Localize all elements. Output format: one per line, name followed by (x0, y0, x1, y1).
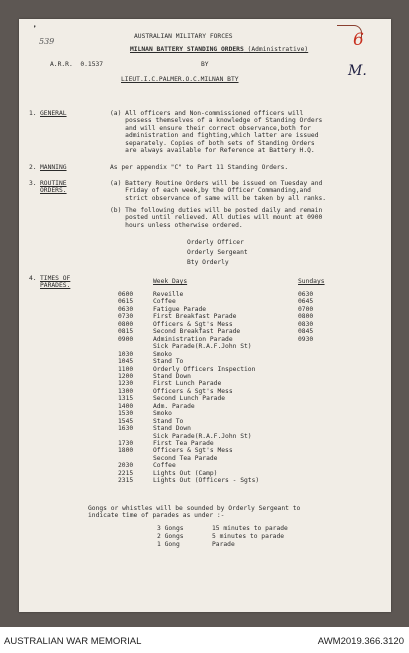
parade-event: Officers & Sgt's Mess (153, 320, 233, 328)
header-line-3: BY (201, 61, 209, 68)
section-4-heading-2: PARADES. (40, 282, 71, 289)
gong-meaning: 5 minutes to parade (212, 533, 285, 540)
parade-time: 1230 (118, 380, 134, 388)
parade-event: Officers & Sgt's Mess (153, 387, 233, 395)
corner-annotation: 539 (39, 37, 55, 46)
parade-time: 1030 (118, 350, 134, 358)
gong-meaning: Parade (212, 541, 235, 548)
parade-sunday-time: 0845 (298, 328, 314, 336)
section-2-text: As per appendix "C" to Part 11 Standing Orders. (110, 164, 289, 171)
parade-time: 0815 (118, 328, 134, 336)
handwritten-page-number: 6 (353, 30, 364, 50)
parade-time: 2315 (118, 477, 134, 485)
parade-event: Smoko (153, 410, 172, 418)
parade-time: 1545 (118, 417, 134, 425)
gong-count: 1 Gong (157, 541, 180, 548)
parade-event: First Lunch Parade (153, 380, 222, 388)
parade-time: 1800 (118, 447, 134, 455)
parade-sunday-time: 0800 (298, 313, 314, 321)
parade-event: Adm. Parade (153, 402, 195, 410)
parade-event: Sick Parade(R.A.F.John St) (153, 432, 252, 440)
reference-number: A.R.R. 0.1537 (50, 61, 104, 68)
parade-time: 2215 (118, 469, 134, 477)
parade-sunday-time: 0700 (298, 305, 314, 313)
parade-event: Second Breakfast Parade (153, 328, 241, 336)
section-3-number: 3. (29, 180, 37, 187)
parade-time: 1730 (118, 440, 134, 447)
parade-time: 1045 (118, 358, 134, 366)
parade-event: Coffee (153, 462, 176, 470)
parade-event: Fatigue Parade (153, 305, 207, 313)
parade-event: Second Lunch Parade (153, 395, 226, 403)
parade-event: Stand To (153, 358, 184, 366)
parade-time: 0630 (118, 305, 134, 313)
parade-event: Stand Down (153, 425, 191, 433)
parade-time: 1530 (118, 410, 134, 418)
sundays-column-header: Sundays (298, 278, 325, 285)
parade-event: First Breakfast Parade (153, 313, 237, 321)
parade-event: Officers & Sgt's Mess (153, 447, 233, 455)
section-1-line: and will ensure their correct observance,both for (110, 124, 311, 132)
duty-item: Bty Orderly (187, 259, 229, 266)
section-1-line: (a) All officers and Non-commissioned officers will (110, 110, 304, 117)
parade-time: 2030 (118, 462, 134, 470)
parade-time: 1200 (118, 372, 134, 380)
section-3b-line: (b) The following duties will be posted daily and remain (110, 207, 323, 214)
section-3a-line: (a) Battery Routine Orders will be issued on Tuesday and (110, 180, 323, 187)
section-1-line: are always available for Reference at Battery H.Q. (110, 147, 315, 154)
parade-event: Administration Parade (153, 335, 233, 343)
parade-sunday-time: 0630 (298, 291, 314, 298)
section-4-number: 4. (29, 275, 37, 282)
footer-institution: AUSTRALIAN WAR MEMORIAL (4, 636, 142, 647)
parade-event: First Tea Parade (153, 440, 214, 447)
section-1-number: 1. (29, 110, 37, 117)
section-3a-line: Friday of each week,by the Officer Commanding,and (110, 187, 311, 195)
parade-time: 0615 (118, 298, 134, 306)
gong-meaning: 15 minutes to parade (212, 525, 288, 532)
duty-item: Orderly Sergeant (187, 249, 248, 256)
section-3-heading-1: ROUTINE (40, 180, 67, 187)
section-3a-line: strict observance of same will be taken by all ranks. (110, 194, 327, 202)
gongs-intro-line-2: indicate time of parades as under :- (88, 512, 225, 519)
duty-item: Orderly Officer (187, 239, 244, 246)
parade-time: 0730 (118, 313, 134, 321)
parade-time: 0800 (118, 320, 134, 328)
footer-accession-number: AWM2019.366.3120 (317, 636, 404, 647)
parade-event: Stand Down (153, 372, 191, 380)
header-line-1: AUSTRALIAN MILITARY FORCES (134, 33, 233, 40)
parade-time: 0900 (118, 335, 134, 343)
section-4-heading-1: TIMES OF (40, 275, 71, 282)
parade-event: Coffee (153, 298, 176, 306)
parade-event: Reveille (153, 291, 184, 298)
gongs-intro-line-1: Gongs or whistles will be sounded by Orderly Sergeant to (88, 505, 301, 512)
section-2-heading: MANNING (40, 164, 67, 171)
section-2-number: 2. (29, 164, 37, 171)
parade-event: Smoko (153, 350, 172, 358)
document-page (19, 19, 391, 612)
parade-time: 1315 (118, 395, 134, 403)
section-1-line: possess themselves of a knowledge of Standing Orders (110, 117, 323, 125)
parade-time: 1100 (118, 365, 134, 373)
gong-count: 2 Gongs (157, 533, 184, 540)
staple-mark: ❜ (32, 25, 38, 35)
section-1-line: separately. Copies of both sets of Standing Orders (110, 139, 315, 147)
parade-event: Second Tea Parade (153, 454, 218, 462)
gong-count: 3 Gongs (157, 525, 184, 532)
section-3b-line: hours unless otherwise ordered. (110, 221, 243, 229)
parade-time: 0600 (118, 291, 134, 298)
parade-event: Orderly Officers Inspection (153, 365, 256, 373)
parade-sunday-time: 0830 (298, 320, 314, 328)
parade-time: 1300 (118, 387, 134, 395)
parade-sunday-time: 0645 (298, 298, 314, 306)
header-line-2: MILNAN BATTERY STANDING ORDERS (Administrative) (130, 46, 309, 53)
weekdays-column-header: Week Days (153, 278, 188, 285)
parade-event: Lights Out (Officers - Sgts) (153, 477, 260, 485)
handwritten-initial: M. (348, 63, 367, 79)
header-line-4: LIEUT.I.C.PALMER.O.C.MILNAN BTY (121, 76, 239, 83)
footer-bar (0, 627, 409, 653)
section-3-heading-2: ORDERS. (40, 187, 67, 194)
parade-time: 1400 (118, 402, 134, 410)
section-3b-line: posted until relieved. All duties will mount at 0900 (110, 214, 323, 222)
parade-time: 1630 (118, 425, 134, 433)
section-1-heading: GENERAL (40, 110, 67, 117)
section-1-line: administration and fighting,which latter are issued (110, 132, 319, 140)
parade-sunday-time: 0930 (298, 335, 314, 343)
parade-event: Stand To (153, 417, 184, 425)
parade-event: Sick Parade(R.A.F.John St) (153, 343, 252, 351)
parade-event: Lights Out (Camp) (153, 469, 218, 477)
